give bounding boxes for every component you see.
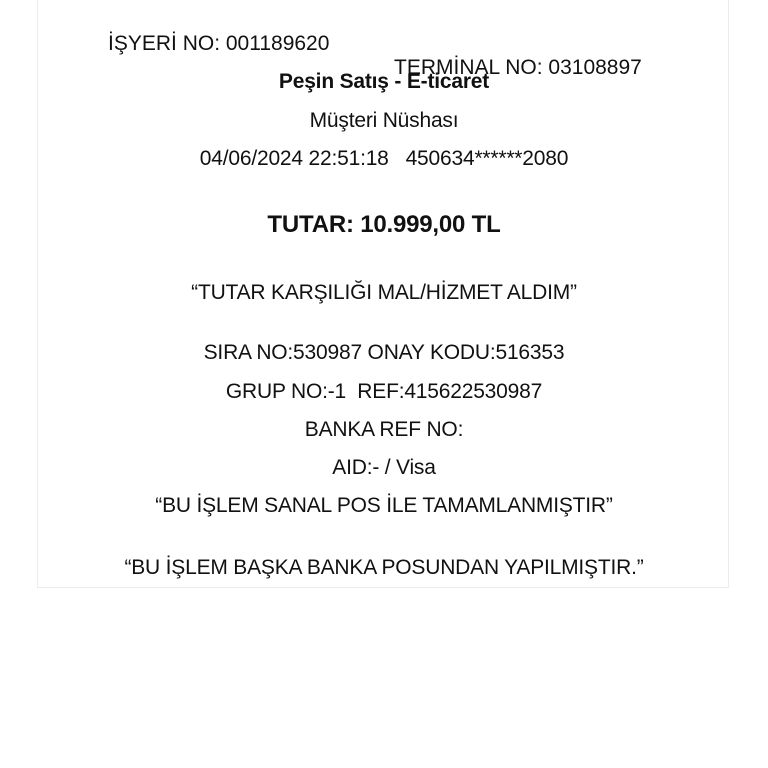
amount: TUTAR: 10.999,00 TL [267,211,501,238]
sequence-approval: SIRA NO:530987 ONAY KODU:516353 [203,341,565,364]
copy-label: Müşteri Nüshası [309,109,459,132]
virtual-pos-note: “BU İŞLEM SANAL POS İLE TAMAMLANMIŞTIR” [155,494,613,517]
datetime-card-number: 04/06/2024 22:51:18 450634******2080 [199,147,569,170]
terminal-number: TERMİNAL NO: 03108897 [394,56,642,79]
transaction-type: Peşin Satış - E-ticaret [278,70,490,93]
group-reference: GRUP NO:-1 REF:415622530987 [225,380,543,403]
aid-card-brand: AID:- / Visa [332,456,436,479]
acknowledgement-text: “TUTAR KARŞILIĞI MAL/HİZMET ALDIM” [191,281,577,304]
other-bank-note: “BU İŞLEM BAŞKA BANKA POSUNDAN YAPILMIŞTIR.” [124,556,644,579]
merchant-number: İŞYERİ NO: 001189620 [108,32,330,55]
bank-reference: BANKA REF NO: [304,418,464,441]
